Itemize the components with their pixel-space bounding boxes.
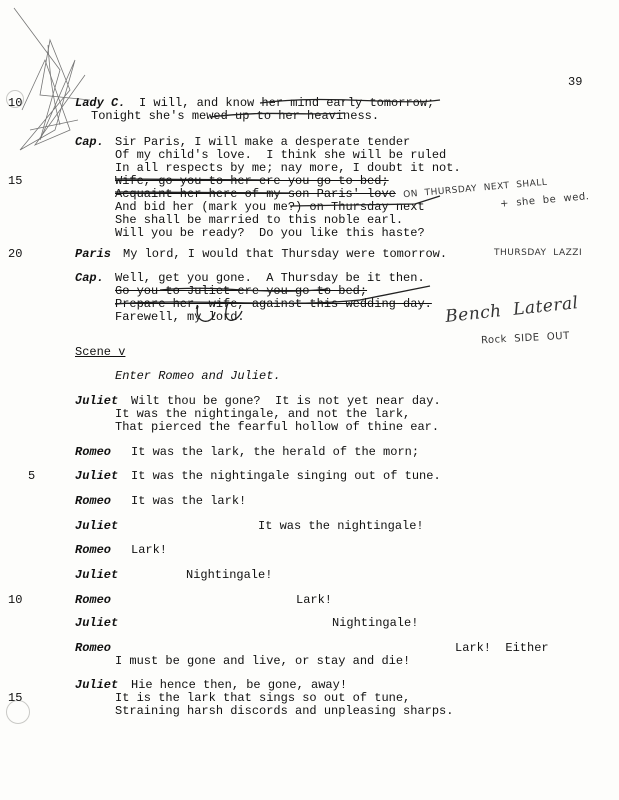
speaker-juliet: Juliet (75, 519, 119, 533)
speaker-romeo: Romeo (75, 593, 112, 607)
dialogue-line: It was the nightingale singing out of tune. (131, 469, 441, 483)
handwritten-note: THURSDAY LAZZI (494, 248, 583, 258)
dialogue-line-cut: Wife, go you to her ere you go to bed; (115, 174, 389, 188)
dialogue-line: Lark! (131, 543, 168, 557)
page-number: 39 (568, 75, 583, 89)
dialogue-line: Wilt thou be gone? It is not yet near day. (131, 394, 441, 408)
dialogue-line: Farewell, my lord. (115, 310, 245, 324)
speaker-juliet: Juliet (75, 616, 119, 630)
speaker-capulet: Cap. (75, 135, 104, 149)
dialogue-line: I must be gone and live, or stay and die! (115, 654, 411, 668)
dialogue-line-cut: Go you to Juliet ere you go to bed; (115, 284, 368, 298)
dialogue-line: She shall be married to this noble earl. (115, 213, 404, 227)
dialogue-line: And bid her (mark you me?) on Thursday next (115, 200, 425, 214)
stage-direction: Enter Romeo and Juliet. (115, 369, 281, 383)
speaker-lady-capulet: Lady C. (75, 96, 126, 110)
dialogue-line: It was the lark! (131, 494, 247, 508)
handwritten-note: ON THURSDAY NEXT SHALL (402, 177, 548, 201)
dialogue-line: Nightingale! (332, 616, 419, 630)
dialogue-line: In all respects by me; nay more, I doubt it not. (115, 161, 461, 175)
speaker-juliet: Juliet (75, 568, 119, 582)
dialogue-line: Straining harsh discords and unpleasing sharps. (115, 704, 454, 718)
line-number: 20 (8, 247, 23, 261)
line-number: 10 (8, 96, 23, 110)
dialogue-line: I will, and know her mind early tomorrow; (139, 96, 435, 110)
speaker-romeo: Romeo (75, 543, 112, 557)
dialogue-line: Lark! Either (455, 641, 549, 655)
dialogue-line: It is the lark that sings so out of tune, (115, 691, 411, 705)
handwritten-note: Bench Lateral (444, 293, 580, 327)
line-number: 10 (8, 593, 23, 607)
dialogue-line: Hie hence then, be gone, away! (131, 678, 348, 692)
dialogue-line: Tonight she's mewed up to her heaviness. (91, 109, 380, 123)
dialogue-line-cut: Acquaint her here of my son Paris' love (115, 187, 396, 201)
speaker-romeo: Romeo (75, 641, 112, 655)
dialogue-line: It was the nightingale, and not the lark, (115, 407, 411, 421)
line-number: 5 (28, 469, 36, 483)
line-number: 15 (8, 174, 23, 188)
dialogue-line: It was the nightingale! (258, 519, 424, 533)
dialogue-line: It was the lark, the herald of the morn; (131, 445, 420, 459)
scene-heading: Scene v (75, 345, 126, 359)
dialogue-line: Sir Paris, I will make a desperate tender (115, 135, 411, 149)
speaker-capulet: Cap. (75, 271, 104, 285)
dialogue-line-cut: Prepare her, wife, against this wedding day. (115, 297, 432, 311)
line-number: 15 (8, 691, 23, 705)
dialogue-line: Of my child's love. I think she will be ruled (115, 148, 447, 162)
handwritten-note: + she be wed. (499, 191, 590, 210)
dialogue-line: Lark! (296, 593, 333, 607)
speaker-juliet: Juliet (75, 469, 119, 483)
dialogue-line: Nightingale! (186, 568, 273, 582)
dialogue-line: Well, get you gone. A Thursday be it then. (115, 271, 425, 285)
speaker-juliet: Juliet (75, 678, 119, 692)
speaker-juliet: Juliet (75, 394, 119, 408)
handwritten-note: Rock SIDE OUT (480, 330, 570, 347)
speaker-romeo: Romeo (75, 445, 112, 459)
dialogue-line: Will you be ready? Do you like this haste? (115, 226, 425, 240)
speaker-paris: Paris (75, 247, 112, 261)
speaker-romeo: Romeo (75, 494, 112, 508)
dialogue-line: My lord, I would that Thursday were tomorrow. (123, 247, 448, 261)
dialogue-line: That pierced the fearful hollow of thine ear. (115, 420, 440, 434)
